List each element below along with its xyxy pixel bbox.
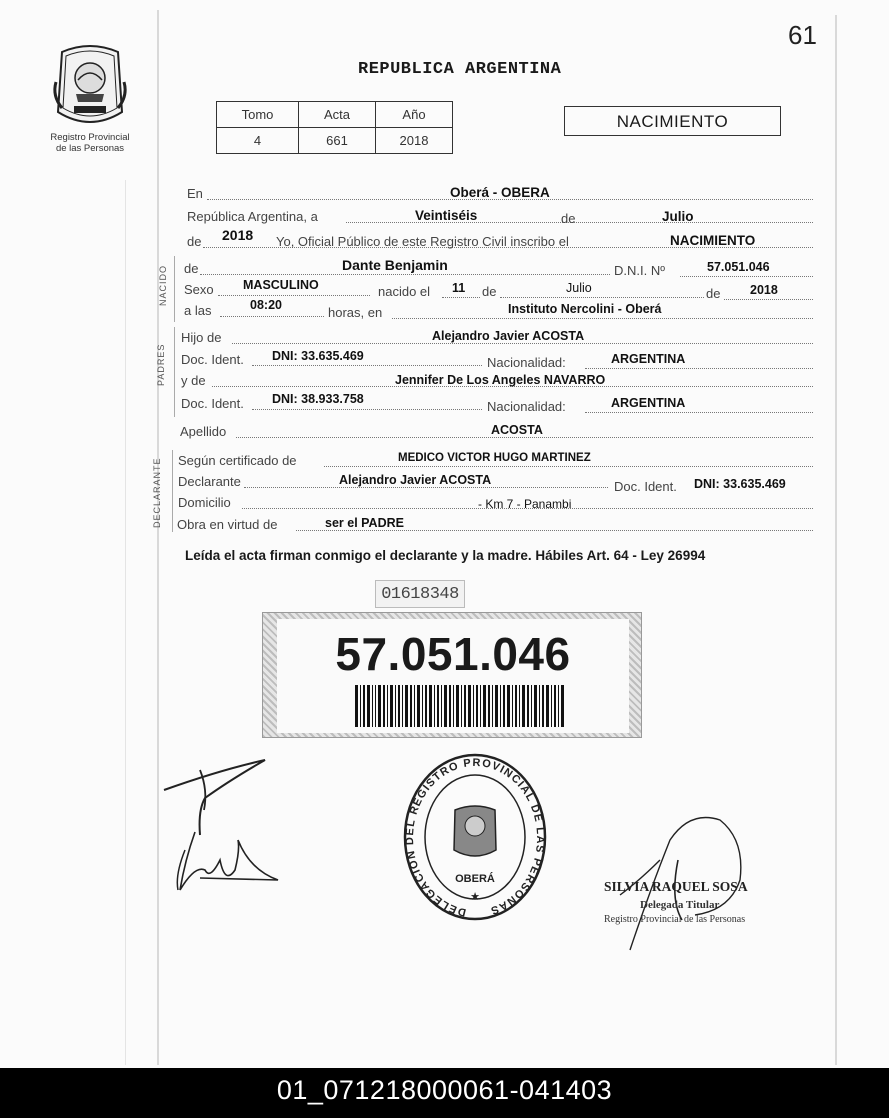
footer-file-id: 01_071218000061-041403 <box>0 1068 889 1118</box>
republica-label: República Argentina, a <box>187 209 318 224</box>
apellido-value: ACOSTA <box>491 423 543 437</box>
observaciones-text: Leída el acta firman conmigo el declarante y la madre. Hábiles Art. 64 - Ley 26994 <box>185 548 706 563</box>
certificado-value: MEDICO VICTOR HUGO MARTINEZ <box>398 452 591 464</box>
serial-number: 01618348 <box>375 580 465 608</box>
dni-label: D.N.I. Nº <box>614 263 665 278</box>
doc-ident-label: Doc. Ident. <box>181 352 244 367</box>
dni-sticker <box>262 612 642 738</box>
oficial-cargo: Delegada Titular <box>640 899 720 911</box>
y-de-label: y de <box>181 373 206 388</box>
certificado-label: Según certificado de <box>178 453 297 468</box>
anio-nacido: 2018 <box>750 283 778 297</box>
en-label: En <box>187 186 203 201</box>
tipo-value: NACIMIENTO <box>670 233 756 248</box>
declarante-nombre: Alejandro Javier ACOSTA <box>339 473 492 487</box>
registro-table <box>216 101 453 154</box>
stamp-city: OBERÁ <box>455 873 495 885</box>
obra-label: Obra en virtud de <box>177 517 278 532</box>
dni-sticker-inner <box>277 619 629 733</box>
dia-value: Veintiséis <box>415 208 478 223</box>
dotted-line <box>585 412 813 413</box>
tipo-acta-box: NACIMIENTO <box>564 106 781 136</box>
dia-nacido: 11 <box>452 281 466 295</box>
de-label: de <box>561 211 576 226</box>
doc-ident-label: Doc. Ident. <box>181 396 244 411</box>
section-divider <box>172 450 173 532</box>
apellido-label: Apellido <box>180 424 227 439</box>
document-title: REPUBLICA ARGENTINA <box>358 60 562 79</box>
barcode-icon <box>355 685 565 727</box>
dotted-line <box>252 365 482 366</box>
table-header-row <box>217 102 453 128</box>
value-tomo: 4 <box>217 128 299 154</box>
hora-value: 08:20 <box>250 298 282 312</box>
a-las-label: a las <box>184 303 212 318</box>
stamp-ring-text: DELEGACION DEL REGISTRO PROVINCIAL DE LAS PERSONAS <box>403 756 547 919</box>
dotted-line <box>252 409 482 410</box>
lugar-nacido: Instituto Nercolini - Oberá <box>508 302 662 316</box>
anio-value: 2018 <box>222 227 254 243</box>
table-row <box>217 128 453 154</box>
nacido-el-label: nacido el <box>378 284 431 299</box>
star-icon: ★ <box>470 891 480 903</box>
header-acta: Acta <box>299 102 376 128</box>
dotted-line <box>392 318 813 319</box>
dotted-line <box>442 297 480 298</box>
page-edge <box>157 10 159 1065</box>
provincial-seal-logo <box>48 42 132 128</box>
de-label: de <box>187 234 202 249</box>
hijo-de-label: Hijo de <box>181 330 222 345</box>
de-label: de <box>706 286 721 301</box>
dotted-line <box>236 437 813 438</box>
declarante-label: Declarante <box>178 474 241 489</box>
nacionalidad-label: Nacionalidad: <box>487 355 566 370</box>
dotted-line <box>200 274 610 275</box>
mes-value: Julio <box>662 209 694 224</box>
mes-nacido: Julio <box>566 281 592 295</box>
domicilio-value: - Km 7 - Panambi <box>478 497 572 511</box>
padre-nombre: Alejandro Javier ACOSTA <box>432 329 585 343</box>
padre-nacionalidad: ARGENTINA <box>611 352 686 366</box>
madre-nombre: Jennifer De Los Angeles NAVARRO <box>395 373 606 387</box>
madre-doc: DNI: 38.933.758 <box>272 392 364 406</box>
nombre-nacido: Dante Benjamin <box>342 257 448 273</box>
header-tomo: Tomo <box>217 102 299 128</box>
page-number: 61 <box>788 20 817 50</box>
declarante-doc: DNI: 33.635.469 <box>694 477 786 491</box>
oficial-organismo: Registro Provincial de las Personas <box>604 914 746 925</box>
lugar-value: Oberá - OBERA <box>450 185 550 200</box>
domicilio-label: Domicilio <box>178 495 231 510</box>
nacionalidad-label: Nacionalidad: <box>487 399 566 414</box>
dotted-line <box>680 276 813 277</box>
page-edge <box>125 180 126 1065</box>
dotted-line <box>220 316 324 317</box>
dotted-line <box>232 343 813 344</box>
value-anio: 2018 <box>376 128 453 154</box>
dotted-line <box>218 295 370 296</box>
section-label-padres: PADRES <box>156 343 166 386</box>
section-divider <box>174 256 175 322</box>
dotted-line <box>724 299 813 300</box>
delegacion-stamp <box>400 750 550 925</box>
section-label-nacido: NACIDO <box>158 264 168 306</box>
dni-sticker-number: 57.051.046 <box>335 628 571 680</box>
dni-nacido: 57.051.046 <box>707 260 770 274</box>
dotted-line <box>585 368 813 369</box>
dotted-line <box>324 466 813 467</box>
de-label: de <box>184 261 199 276</box>
horas-en-label: horas, en <box>328 305 383 320</box>
oficial-name: SILVIA RAQUEL SOSA <box>604 879 748 894</box>
oficial-text: Yo, Oficial Público de este Registro Civil inscribo el <box>276 234 569 249</box>
de-label: de <box>482 284 497 299</box>
obra-value: ser el PADRE <box>325 516 404 530</box>
declarante-signature <box>160 750 300 910</box>
dotted-line <box>500 297 704 298</box>
dotted-line <box>244 487 608 488</box>
sexo-label: Sexo <box>184 282 214 297</box>
value-acta: 661 <box>299 128 376 154</box>
dotted-line <box>296 530 813 531</box>
logo-caption: Registro Provincial de las Personas <box>50 132 130 154</box>
doc-ident-label: Doc. Ident. <box>614 479 677 494</box>
section-divider <box>174 327 175 417</box>
sexo-value: MASCULINO <box>243 278 319 292</box>
page-edge <box>835 15 837 1065</box>
padre-doc: DNI: 33.635.469 <box>272 349 364 363</box>
section-label-declarante: DECLARANTE <box>152 457 162 528</box>
madre-nacionalidad: ARGENTINA <box>611 396 686 410</box>
header-anio: Año <box>376 102 453 128</box>
